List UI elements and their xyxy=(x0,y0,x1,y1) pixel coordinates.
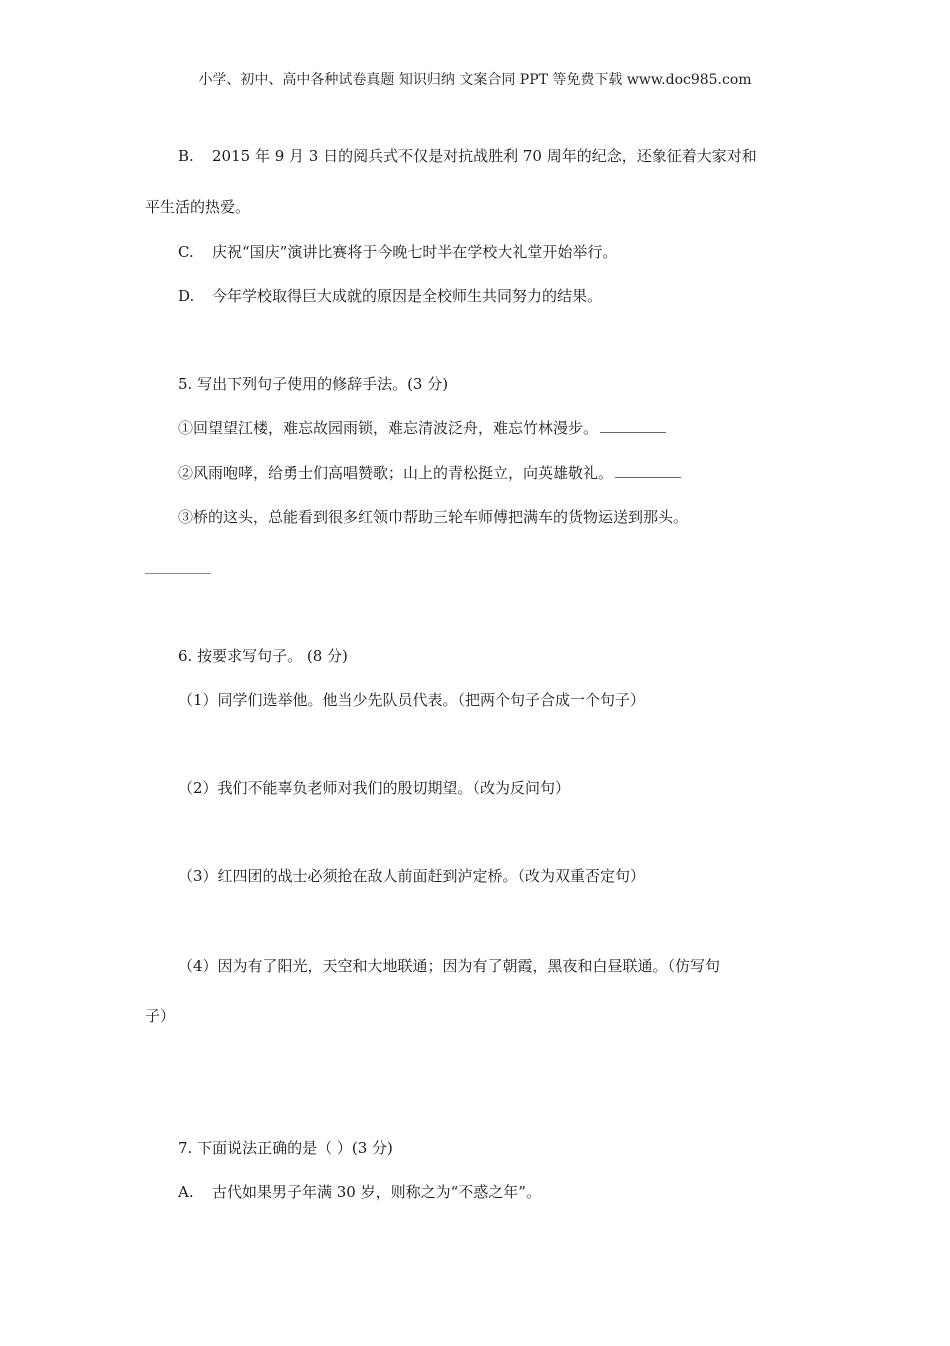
sentence-text: ②风雨咆哮，给勇士们高唱赞歌；山上的青松挺立，向英雄敬礼。 xyxy=(178,464,614,482)
q6-item-4-line1: （4）因为有了阳光，天空和大地联通；因为有了朝霞，黑夜和白昼联通。（仿写句 xyxy=(178,957,721,975)
q4-option-b-line1 xyxy=(178,146,757,166)
option-text: 今年学校取得巨大成就的原因是全校师生共同努力的结果。 xyxy=(212,287,603,305)
option-text: 古代如果男子年满 30 岁，则称之为“不惑之年”。 xyxy=(212,1183,541,1201)
option-text: 庆祝“国庆”演讲比赛将于今晚七时半在学校大礼堂开始举行。 xyxy=(212,243,618,261)
answer-blank xyxy=(615,476,681,478)
option-label: A. xyxy=(178,1183,194,1201)
option-label: D. xyxy=(178,287,195,305)
answer-blank xyxy=(145,573,211,574)
q6-item-1: （1）同学们选举他。他当少先队员代表。（把两个句子合成一个句子） xyxy=(178,691,646,709)
q5-title: 5. 写出下列句子使用的修辞手法。(3 分) xyxy=(178,375,449,393)
option-label: B. xyxy=(178,147,194,165)
q5-item-2 xyxy=(178,463,681,483)
q6-title: 6. 按要求写句子。 (8 分) xyxy=(178,647,348,665)
answer-blank xyxy=(600,431,666,433)
q7-title: 7. 下面说法正确的是（ ）(3 分) xyxy=(178,1139,393,1157)
option-text: 2015 年 9 月 3 日的阅兵式不仅是对抗战胜利 70 周年的纪念，还象征着大家对和 xyxy=(212,147,757,165)
q6-item-2: （2）我们不能辜负老师对我们的殷切期望。（改为反问句） xyxy=(178,779,571,797)
q4-option-b-line2: 平生活的热爱。 xyxy=(145,198,251,216)
q5-item-3: ③桥的这头，总能看到很多红领巾帮助三轮车师傅把满车的货物运送到那头。 xyxy=(178,508,689,526)
q5-item-1 xyxy=(178,418,666,438)
q7-option-a xyxy=(178,1182,541,1202)
q6-item-3: （3）红四团的战士必须抢在敌人前面赶到泸定桥。（改为双重否定句） xyxy=(178,867,646,885)
q6-item-4-line2: 子） xyxy=(145,1007,176,1025)
q4-option-d xyxy=(178,286,602,306)
sentence-text: ①回望望江楼，难忘故园雨锁，难忘清波泛舟，难忘竹林漫步。 xyxy=(178,419,599,437)
q4-option-c xyxy=(178,242,617,262)
option-label: C. xyxy=(178,243,194,261)
page-header: 小学、初中、高中各种试卷真题 知识归纳 文案合同 PPT 等免费下载 www.doc985.com xyxy=(198,72,752,88)
